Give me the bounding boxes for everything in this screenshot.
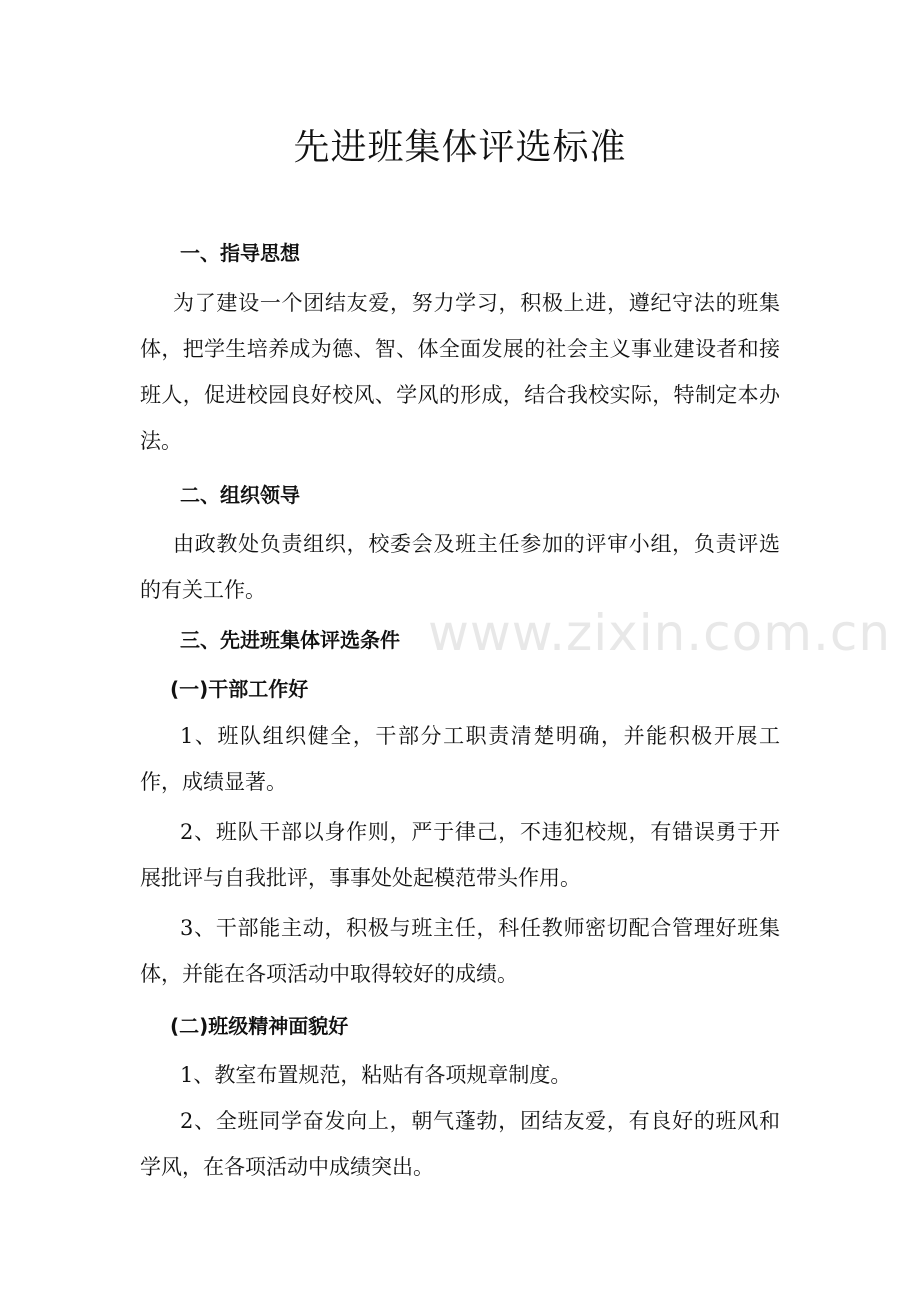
section-heading-organization: 二、组织领导 [180, 483, 300, 507]
list-item-spirit-2: 2、全班同学奋发向上，朝气蓬勃，团结友爱，有良好的班风和学风，在各项活动中成绩突出。 [140, 1109, 780, 1179]
subsection-heading-class-spirit: (二)班级精神面貌好 [170, 1014, 349, 1038]
list-item-cadre-1: 1、班队组织健全，干部分工职责清楚明确，并能积极开展工作，成绩显著。 [140, 724, 780, 794]
list-item-spirit-1: 1、教室布置规范，粘贴有各项规章制度。 [180, 1063, 572, 1087]
section-body-guiding-ideology: 为了建设一个团结友爱，努力学习，积极上进，遵纪守法的班集体，把学生培养成为德、智、体全面发展的社会主义事业建设者和接班人，促进校园良好校风、学风的形成，结合我校实际，特制定本办法。 [140, 291, 780, 453]
section-heading-guiding-ideology: 一、指导思想 [180, 241, 300, 265]
document-title: 先进班集体评选标准 [293, 127, 627, 168]
subsection-heading-cadre-work: (一)干部工作好 [170, 677, 309, 701]
list-item-cadre-2: 2、班队干部以身作则，严于律己，不违犯校规，有错误勇于开展批评与自我批评，事事处处起模范带头作用。 [140, 820, 780, 890]
section-body-organization: 由政教处负责组织，校委会及班主任参加的评审小组，负责评选的有关工作。 [140, 532, 780, 602]
list-item-cadre-3: 3、干部能主动，积极与班主任，科任教师密切配合管理好班集体，并能在各项活动中取得较好的成绩。 [140, 916, 780, 986]
watermark-text: www.zixin.com.cn [428, 604, 892, 662]
section-heading-criteria: 三、先进班集体评选条件 [180, 628, 400, 652]
